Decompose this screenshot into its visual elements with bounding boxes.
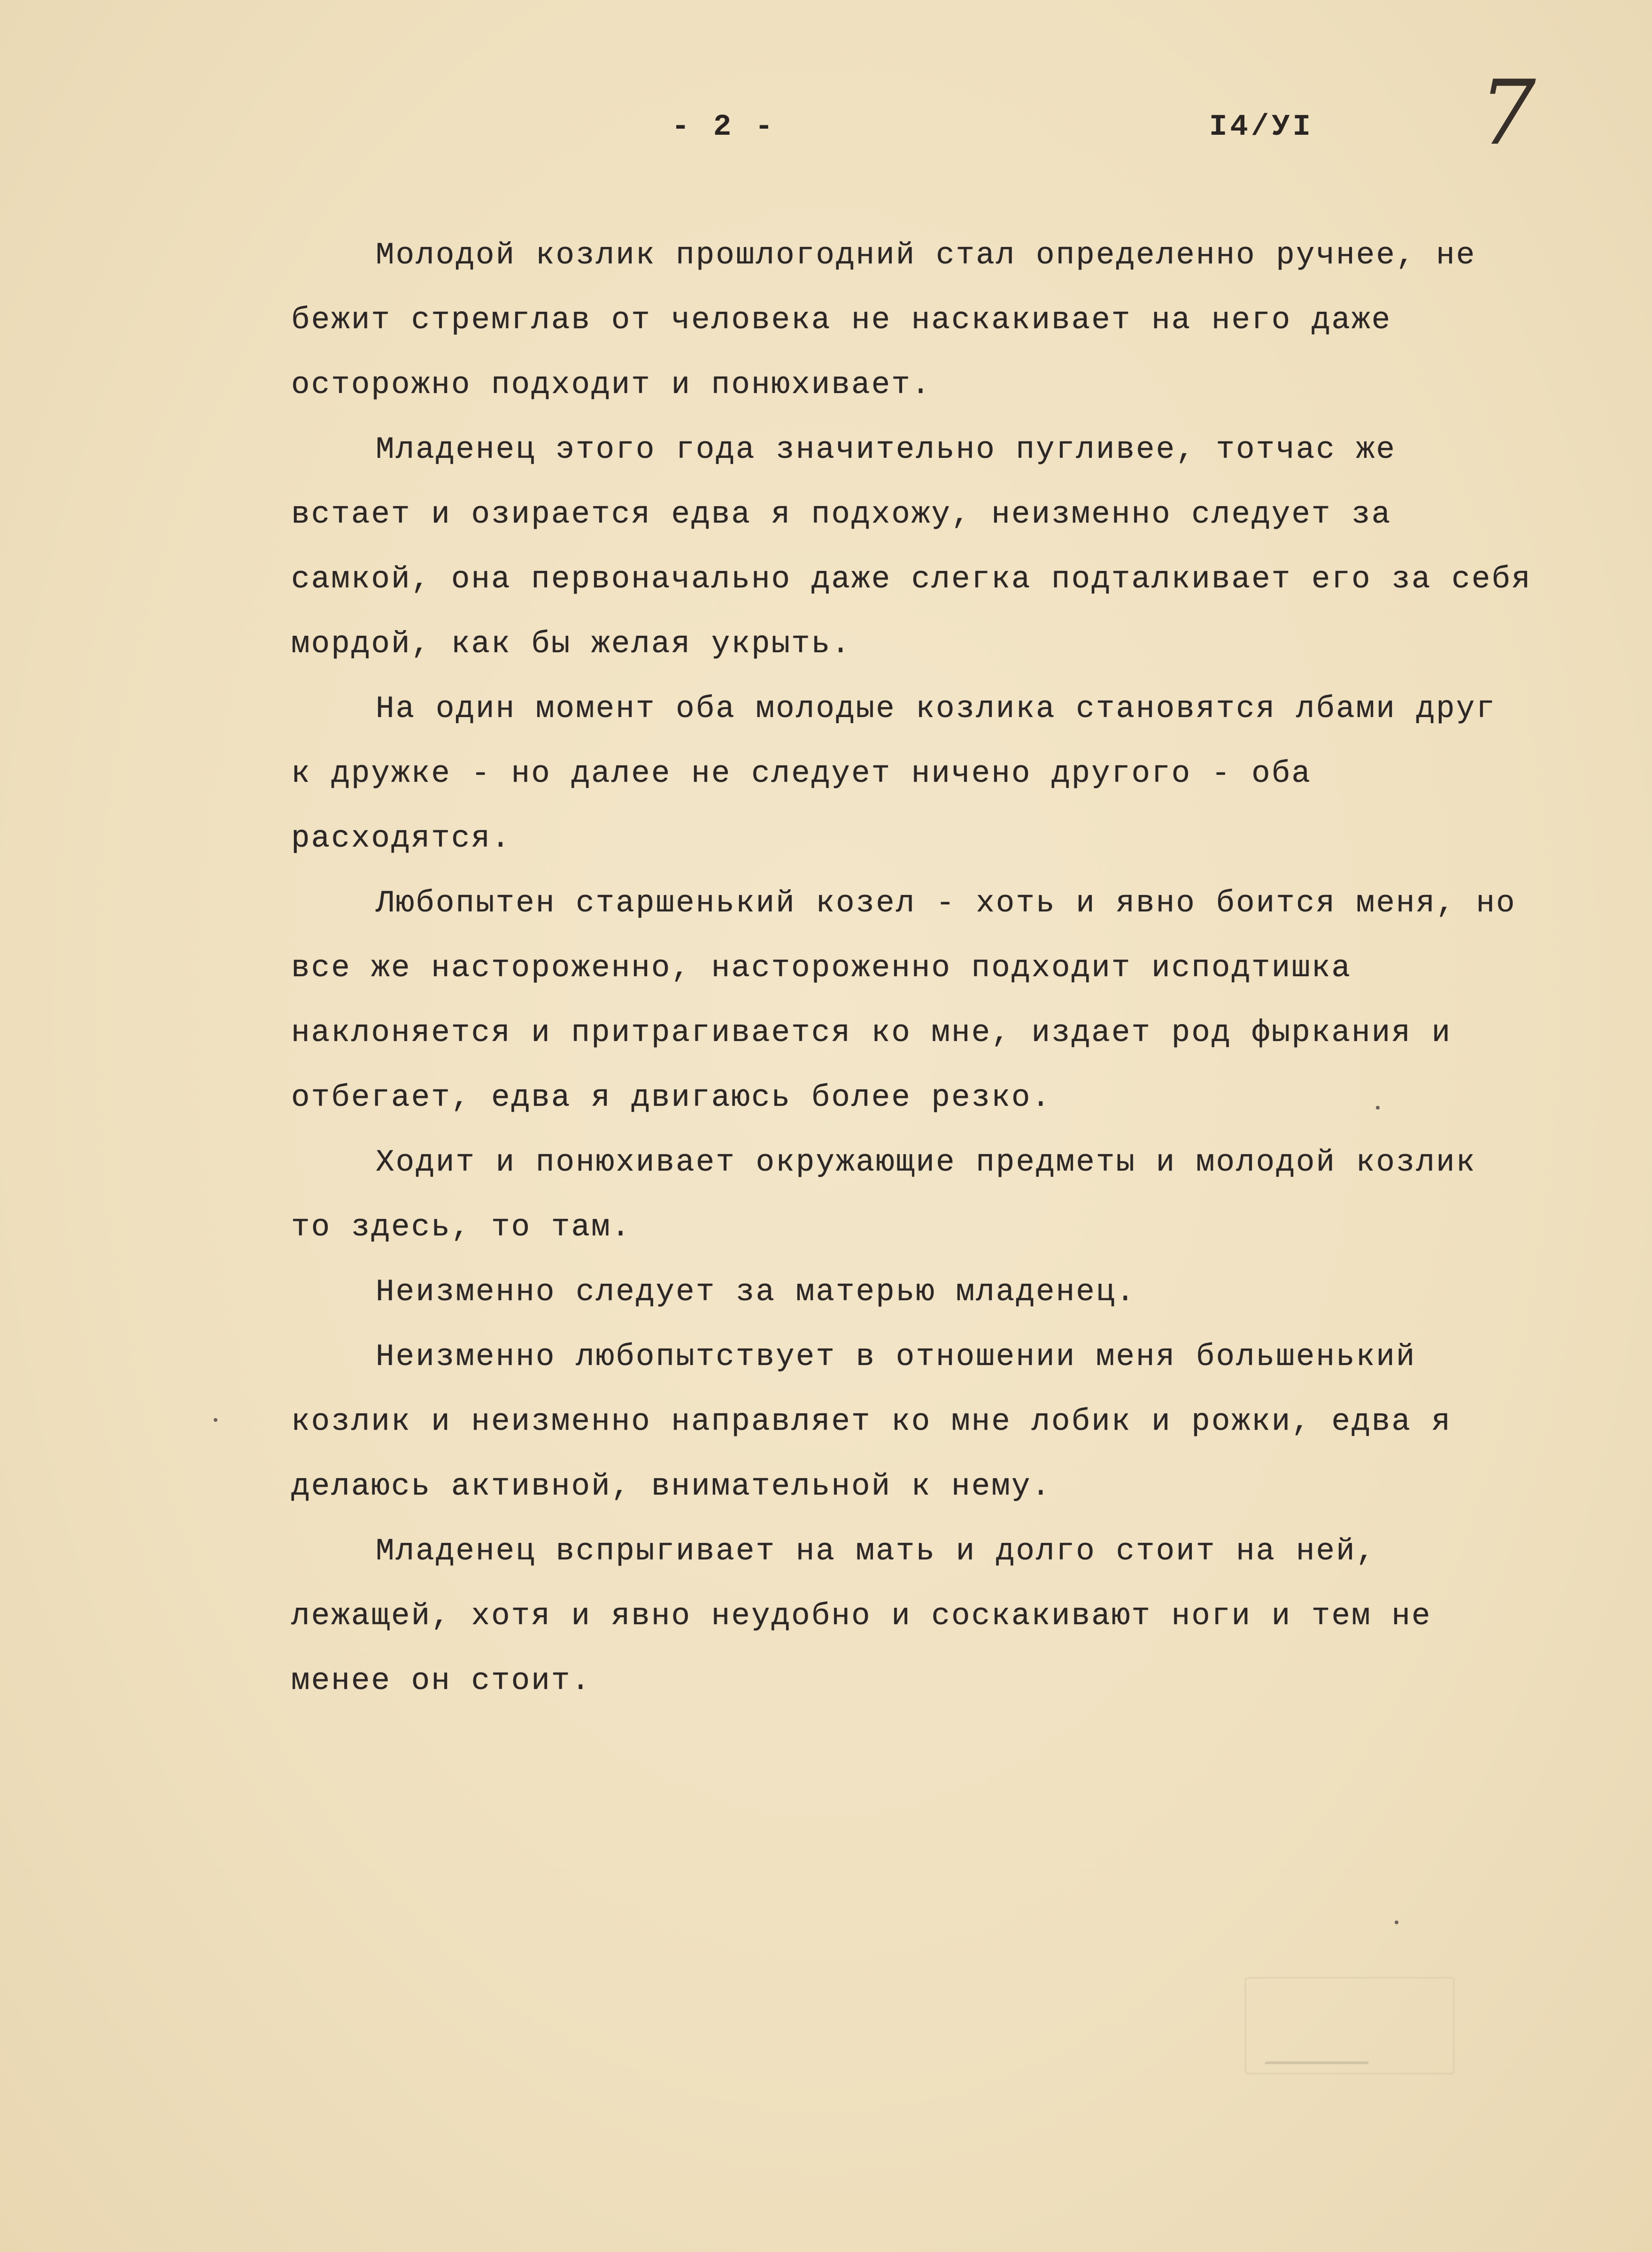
paragraph: Неизменно любопытствует в отношении меня большенький козлик и неизменно направляет ко мне лобик и рожки, едва я делаюсь активной, внимательной к нему. <box>291 1339 1452 1504</box>
page-header <box>0 101 1652 153</box>
paragraph: На один момент оба молодые козлика становятся лбами друг к дружке - но далее не следует ничено другого - оба расходятся. <box>291 691 1496 856</box>
paper-speck <box>1395 1920 1398 1924</box>
paper-speck <box>214 1418 217 1422</box>
page-number: - 2 - <box>672 110 776 144</box>
date-code: I4/УI <box>1209 110 1314 144</box>
paragraph: Младенец вспрыгивает на мать и долго стоит на ней, лежащей, хотя и явно неудобно и соскакивают ноги и тем не менее он стоит. <box>291 1534 1432 1698</box>
paper-speck <box>1376 1106 1380 1110</box>
paragraph: Любопытен старшенький козел - хоть и явно боится меня, но все же настороженно, настороженно подходит исподтишка наклоняется и притрагивается ко мне, издает род фыркания и отбегает, едва я двигаюсь более резко. <box>291 886 1516 1115</box>
paragraph: Неизменно следует за матерью младенец. <box>376 1274 1136 1310</box>
paragraph: Молодой козлик прошлогодний стал определенно ручнее, не бежит стремглав от человека не наскакивает на него даже осторожно подходит и понюхивает. <box>291 238 1476 402</box>
archive-folio-number: 7 <box>1479 61 1536 165</box>
document-body <box>291 223 1536 1713</box>
paragraph: Младенец этого года значительно пугливее, тотчас же встает и озирается едва я подхожу, неизменно следует за самкой, она первоначально даже слегка подталкивает его за себя мордой, как бы желая укрыть. <box>291 432 1532 662</box>
paragraph: Ходит и понюхивает окружающие предметы и молодой козлик то здесь, то там. <box>291 1145 1476 1245</box>
